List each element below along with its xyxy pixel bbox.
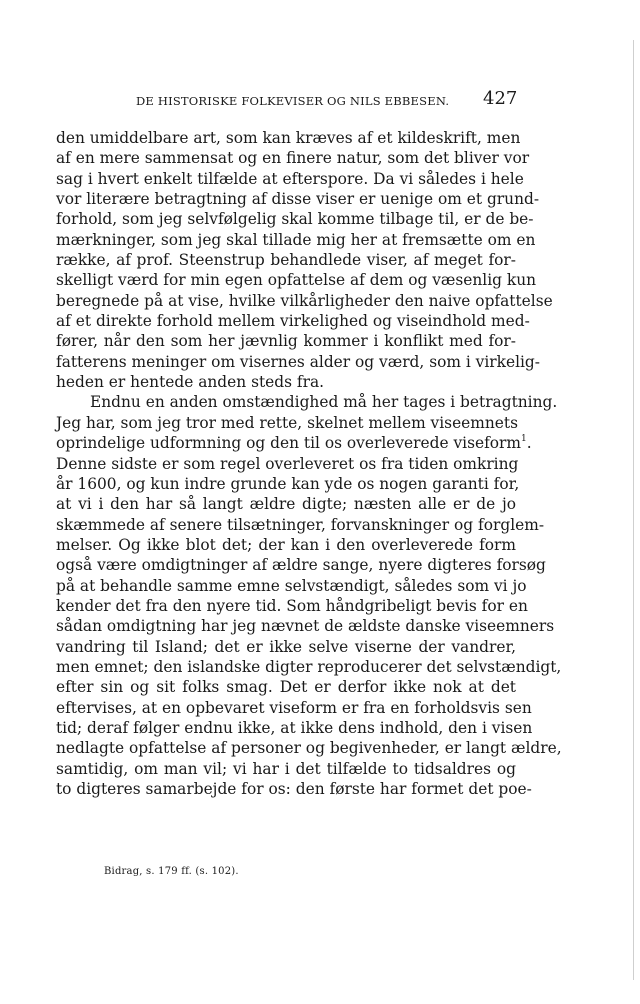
text-line: den umiddelbare art, som kan kræves af et kildeskrift, men [56, 129, 521, 147]
text-line: nedlagte opfattelse af personer og begivenheder, er langt ældre, [56, 739, 562, 758]
page-number: 427 [483, 88, 518, 109]
text-line: mærkninger, som jeg skal tillade mig her at fremsætte om en [56, 230, 536, 249]
text-line: af et direkte forhold mellem virkelighed og viseindhold med- [56, 312, 530, 331]
text-line: skelligt værd for min egen opfattelse af dem og væsenlig kun [56, 271, 537, 290]
text-line: år 1600, og kun indre grunde kan yde os nogen garanti for, [56, 474, 520, 493]
body-text [56, 128, 562, 799]
text-line: sådan omdigtning har jeg nævnet de ældste danske viseemners [56, 617, 555, 636]
text-line: to digteres samarbejde for os: den første har formet det poe- [56, 780, 532, 798]
paragraph-first-line: Endnu en anden omstændighed må her tages i betragtning. [90, 393, 558, 412]
text-line: på at behandle samme emne selvstændigt, således som vi jo [56, 576, 527, 595]
text-line: af en mere sammensat og en finere natur, som det bliver vor [56, 149, 530, 168]
footnote [104, 866, 239, 877]
text-line: forhold, som jeg selvfølgelig skal komme tilbage til, er de be- [56, 210, 534, 229]
paragraph-last-line: heden er hentede anden steds fra. [56, 373, 325, 392]
footnote-reference: 1 [521, 434, 527, 445]
page-edge-line [633, 40, 634, 980]
text-line: at vi i den har så langt ældre digte; næsten alle er de jo [56, 495, 516, 514]
text-line: række, af prof. Steenstrup behandlede viser, af meget for- [56, 251, 516, 270]
running-head: DE HISTORISKE FOLKEVISER OG NILS EBBESEN. [136, 94, 450, 108]
text-line: sag i hvert enkelt tilfælde at efterspore. Da vi således i hele [56, 169, 524, 188]
text-line-with-footnote-ref: oprindelige udformning og den til os overleverede viseform$^1$. [56, 434, 532, 453]
text-line: Jeg har, som jeg tror med rette, skelnet mellem viseemnets [56, 413, 518, 432]
text-line: eftervises, at en opbevaret viseform er fra en forholdsvis sen [56, 698, 532, 717]
text-line: vor literære betragtning af disse viser er uenige om et grund- [56, 190, 540, 209]
text-line: Denne sidste er som regel overleveret os fra tiden omkring [56, 454, 519, 473]
text-line: melser. Og ikke blot det; der kan i den overleverede form [56, 535, 516, 554]
text-line-content: oprindelige udformning og den til os overleverede viseform [56, 434, 522, 453]
text-line: kender det fra den nyere tid. Som håndgribeligt bevis for en [56, 596, 528, 615]
text-line: tid; deraf følger endnu ikke, at ikke dens indhold, den i visen [56, 718, 533, 737]
text-line: vandring til Island; det er ikke selve viserne der vandrer, [56, 637, 516, 656]
text-line: samtidig, om man vil; vi har i det tilfælde to tidsaldres og [56, 759, 516, 778]
text-line: fatterens meninger om visernes alder og værd, som i virkelig- [56, 352, 540, 371]
page-header [0, 88, 640, 114]
text-line: fører, når den som her jævnlig kommer i konflikt med for- [56, 332, 516, 351]
text-line: beregnede på at vise, hvilke vilkårligheder den naive opfattelse [56, 291, 553, 310]
text-line: skæmmede af senere tilsætninger, forvanskninger og forglem- [56, 515, 545, 534]
text-line: også være omdigtninger af ældre sange, nyere digteres forsøg [56, 556, 546, 575]
footnote-text: Bidrag, s. 179 ff. (s. 102). [104, 866, 239, 877]
text-line: men emnet; den islandske digter reproducerer det selvstændigt, [56, 657, 562, 676]
text-line: efter sin og sit folks smag. Det er derfor ikke nok at det [56, 678, 516, 697]
